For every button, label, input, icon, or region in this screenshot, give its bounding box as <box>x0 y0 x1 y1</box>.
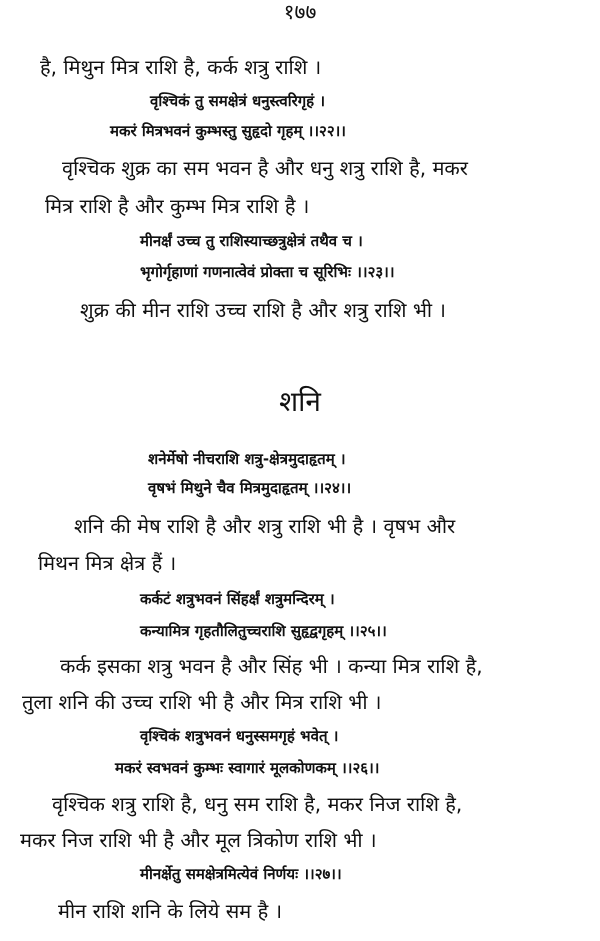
prose-line: शुक्र की मीन राशि उच्च राशि है और शत्रु राशि भी । <box>80 298 447 322</box>
verse-line: मीनर्क्षं उच्च तु राशिस्याच्छत्रुक्षेत्रं तथैव च । <box>140 232 363 250</box>
verse-line: वृश्चिकं तु समक्षेत्रं धनुस्त्वरिगृहं । <box>150 92 326 110</box>
verse-line: मीनर्क्षेतु समक्षेत्रमित्येवं निर्णयः ।।२७।। <box>140 865 342 883</box>
prose-line: कर्क इसका शत्रु भवन है और सिंह भी । कन्या मित्र राशि है, <box>60 654 483 678</box>
prose-line: वृश्चिक शत्रु राशि है, धनु सम राशि है, मकर निज राशि है, <box>52 792 463 816</box>
prose-line: है, मिथुन मित्र राशि है, कर्क शत्रु राशि । <box>40 55 322 79</box>
verse-line: शनेर्मेषो नीचराशि शत्रु-क्षेत्रमुदाहृतम् । <box>148 450 346 468</box>
verse-line: वृषभं मिथुने चैव मित्रमुदाहृतम् ।।२४।। <box>148 479 352 497</box>
verse-line: वृश्चिकं शत्रुभवनं धनुस्समगृहं भवेत् । <box>140 727 339 745</box>
prose-line: तुला शनि की उच्च राशि भी है और मित्र राशि भी । <box>22 690 382 714</box>
verse-line: कर्कटं शत्रुभवनं सिंहर्क्षं शत्रुमन्दिरम् । <box>140 590 335 608</box>
page-number: १७७ <box>283 0 317 24</box>
prose-line: मकर निज राशि भी है और मूल त्रिकोण राशि भी । <box>20 828 377 852</box>
prose-line: मीन राशि शनि के लिये सम है । <box>58 899 283 923</box>
prose-line: मित्र राशि है और कुम्भ मित्र राशि है । <box>45 194 310 218</box>
section-heading: शनि <box>279 385 321 418</box>
prose-line: शनि की मेष राशि है और शत्रु राशि भी है । वृषभ और <box>74 514 456 538</box>
verse-line: मकरं स्वभवनं कुम्भः स्वागारं मूलकोणकम् ।।२६।। <box>115 759 380 777</box>
verse-line: कन्यामित्र गृहतौलितुच्चराशि सुहृद्वगृहम् ।।२५।। <box>140 622 387 640</box>
verse-line: मकरं मित्रभवनं कुम्भस्तु सुहृदो गृहम् ।।२२।। <box>110 122 346 140</box>
prose-line: मिथन मित्र क्षेत्र हैं । <box>38 551 177 575</box>
verse-line: भृगोर्गृहाणां गणनात्वेवं प्रोक्ता च सूरिभिः ।।२३।। <box>140 263 395 281</box>
prose-line: वृश्चिक शुक्र का सम भवन है और धनु शत्रु राशि है, मकर <box>62 156 468 180</box>
